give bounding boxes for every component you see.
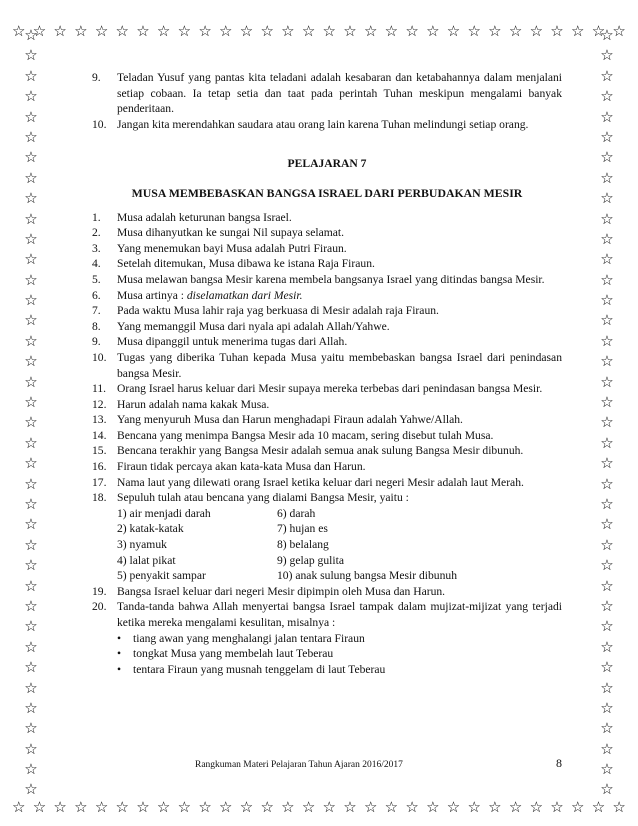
star-icon: ☆ [600, 372, 614, 391]
star-icon: ☆ [301, 798, 316, 816]
star-icon: ☆ [446, 798, 461, 816]
star-icon: ☆ [600, 331, 614, 350]
list-item [92, 428, 562, 444]
star-icon: ☆ [53, 22, 67, 40]
star-icon: ☆ [24, 250, 38, 269]
item-number: 9. [92, 71, 101, 84]
item-text: Musa melawan bangsa Mesir karena membela bangsanya Israel yang ditindas bangsa Mesir. [117, 272, 545, 286]
item-text: Teladan Yusuf yang pantas kita teladani adalah kesabaran dan ketabahannya dalam menjalani setiap cobaan. Ia tetap setia dan taat pada perintah Tuhan meskipun mengalami banyak penderitaan. [117, 71, 562, 116]
star-icon: ☆ [322, 22, 336, 40]
star-icon: ☆ [600, 494, 614, 513]
star-icon: ☆ [508, 798, 523, 816]
star-icon: ☆ [600, 66, 614, 85]
item-text: Bangsa Israel keluar dari negeri Mesir dipimpin oleh Musa dan Harun. [117, 584, 446, 598]
star-icon: ☆ [600, 454, 614, 473]
star-icon: ☆ [24, 494, 38, 513]
list-item [92, 490, 562, 506]
border-top [0, 24, 638, 42]
star-icon: ☆ [343, 798, 357, 816]
star-icon: ☆ [343, 22, 357, 40]
star-icon: ☆ [24, 26, 38, 44]
star-icon: ☆ [363, 22, 378, 40]
star-icon: ☆ [24, 433, 38, 452]
list-item [92, 412, 562, 428]
item-number: 16. [92, 460, 107, 474]
star-icon: ☆ [600, 637, 614, 656]
star-icon: ☆ [24, 209, 38, 228]
star-icon: ☆ [600, 698, 614, 717]
star-icon: ☆ [600, 352, 614, 371]
list-item [92, 459, 562, 475]
star-icon: ☆ [446, 22, 461, 40]
lesson-list [92, 210, 562, 506]
plague-item: 2) katak-katak [117, 522, 184, 536]
plague-item: 7) hujan es [277, 522, 328, 536]
star-icon: ☆ [488, 798, 502, 816]
plague-list [117, 506, 562, 584]
star-icon: ☆ [24, 658, 38, 677]
miracle-list [117, 631, 562, 678]
item-number: 19. [92, 584, 107, 598]
star-icon: ☆ [136, 798, 150, 816]
star-icon: ☆ [24, 372, 38, 391]
item-text: Bencana terakhir yang Bangsa Mesir adalah semua anak sulung Bangsa Mesir dibunuh. [117, 444, 524, 458]
star-icon: ☆ [24, 107, 38, 126]
item-text: Setelah ditemukan, Musa dibawa ke istana Raja Firaun. [117, 257, 375, 271]
star-icon: ☆ [467, 22, 481, 40]
star-icon: ☆ [24, 739, 38, 758]
star-icon: ☆ [260, 22, 274, 40]
star-icon: ☆ [600, 576, 614, 595]
star-icon: ☆ [600, 250, 614, 269]
star-icon: ☆ [219, 22, 233, 40]
item-text: Musa dihanyutkan ke sungai Nil supaya selamat. [117, 226, 344, 240]
star-icon: ☆ [600, 515, 614, 534]
star-icon: ☆ [600, 556, 614, 575]
item-text: Tanda-tanda bahwa Allah menyertai bangsa Israel tampak dalam mujizat-mijizat yang terjadi ketika mereka mengalami kesulitan, misalnya : [117, 600, 562, 629]
item-number: 2. [92, 226, 101, 240]
border-bottom [0, 800, 638, 818]
item-number: 18. [92, 491, 107, 505]
star-icon: ☆ [600, 107, 614, 126]
star-icon: ☆ [591, 22, 606, 40]
plague-row [117, 537, 562, 553]
plague-row [117, 506, 562, 522]
item-number: 3. [92, 241, 101, 255]
star-icon: ☆ [600, 658, 614, 677]
item-text-italic: diselamatkan dari Mesir. [186, 288, 303, 302]
star-icon: ☆ [24, 270, 38, 289]
star-icon: ☆ [600, 26, 614, 44]
star-icon: ☆ [322, 798, 336, 816]
footer-text: Rangkuman Materi Pelajaran Tahun Ajaran 2016/2017 [195, 760, 403, 770]
star-icon: ☆ [600, 291, 614, 310]
star-icon: ☆ [74, 22, 88, 40]
list-item [92, 288, 562, 304]
star-icon: ☆ [24, 291, 38, 310]
star-icon: ☆ [600, 46, 614, 65]
item-number: 17. [92, 475, 107, 489]
bullet-icon: • [117, 647, 122, 661]
star-icon: ☆ [24, 719, 38, 738]
star-icon: ☆ [488, 22, 502, 40]
star-icon: ☆ [24, 780, 38, 799]
list-item [92, 70, 562, 117]
list-item [92, 256, 562, 272]
page-number: 8 [556, 756, 562, 770]
star-icon: ☆ [600, 148, 614, 167]
star-icon: ☆ [12, 798, 26, 816]
star-icon: ☆ [426, 22, 440, 40]
star-icon: ☆ [24, 678, 38, 697]
list-item [92, 350, 562, 381]
star-icon: ☆ [115, 22, 129, 40]
star-icon: ☆ [24, 331, 38, 350]
item-text: Orang Israel harus keluar dari Mesir supaya mereka terbebas dari penindasan bangsa Mesir. [117, 382, 543, 396]
star-icon: ☆ [239, 798, 254, 816]
star-icon: ☆ [24, 352, 38, 371]
item-number: 1. [92, 210, 101, 224]
star-icon: ☆ [600, 780, 614, 799]
star-icon: ☆ [24, 454, 38, 473]
star-icon: ☆ [600, 189, 614, 208]
item-text: Firaun tidak percaya akan kata-kata Musa dan Harun. [117, 460, 366, 474]
star-icon: ☆ [24, 576, 38, 595]
star-icon: ☆ [600, 311, 614, 330]
top-list [92, 70, 562, 132]
star-icon: ☆ [301, 22, 316, 40]
star-icon: ☆ [600, 678, 614, 697]
star-icon: ☆ [24, 413, 38, 432]
item-number: 15. [92, 444, 107, 458]
plague-item: 1) air menjadi darah [117, 506, 211, 520]
star-icon: ☆ [600, 535, 614, 554]
star-icon: ☆ [24, 556, 38, 575]
star-icon: ☆ [177, 798, 192, 816]
star-icon: ☆ [115, 798, 129, 816]
plague-item: 5) penyakit sampar [117, 569, 206, 583]
star-icon: ☆ [529, 798, 544, 816]
star-icon: ☆ [156, 798, 171, 816]
plague-item: 6) darah [277, 506, 316, 520]
star-icon: ☆ [600, 413, 614, 432]
border-left [22, 28, 40, 798]
star-icon: ☆ [600, 474, 614, 493]
plague-row [117, 553, 562, 569]
bullet-text: tentara Firaun yang musnah tenggelam di laut Teberau [133, 662, 386, 676]
item-text: Yang menyuruh Musa dan Harun menghadapi Firaun adalah Yahwe/Allah. [117, 413, 463, 427]
item-text: Yang memanggil Musa dari nyala api adalah Allah/Yahwe. [117, 319, 390, 333]
star-icon: ☆ [24, 127, 38, 146]
item-text: Tugas yang diberika Tuhan kepada Musa yaitu membebaskan bangsa Israel dari penindasan bangsa Mesir. [117, 350, 562, 380]
plague-item: 3) nyamuk [117, 538, 167, 552]
list-item [92, 319, 562, 335]
item-text: Sepuluh tulah atau bencana yang dialami Bangsa Mesir, yaitu : [117, 491, 409, 505]
lesson-list-continued [92, 584, 562, 631]
star-icon: ☆ [570, 22, 585, 40]
star-icon: ☆ [384, 22, 399, 40]
star-icon: ☆ [529, 22, 544, 40]
list-item [92, 241, 562, 257]
item-number: 5. [92, 272, 101, 286]
star-icon: ☆ [24, 168, 38, 187]
star-icon: ☆ [198, 798, 212, 816]
star-icon: ☆ [600, 127, 614, 146]
item-number: 7. [92, 304, 101, 318]
star-icon: ☆ [612, 798, 626, 816]
star-icon: ☆ [198, 22, 212, 40]
star-icon: ☆ [24, 148, 38, 167]
star-icon: ☆ [281, 798, 295, 816]
plague-item: 9) gelap gulita [277, 553, 344, 567]
star-icon: ☆ [600, 87, 614, 106]
star-icon: ☆ [405, 22, 419, 40]
border-right [598, 28, 616, 798]
item-text: Musa dipanggil untuk menerima tugas dari Allah. [117, 335, 348, 349]
star-icon: ☆ [177, 22, 192, 40]
list-item [92, 303, 562, 319]
page-content [92, 70, 562, 677]
star-icon: ☆ [600, 168, 614, 187]
item-number: 11. [92, 382, 107, 396]
star-icon: ☆ [24, 617, 38, 636]
star-icon: ☆ [600, 719, 614, 738]
star-icon: ☆ [136, 22, 150, 40]
star-icon: ☆ [239, 22, 254, 40]
list-item [92, 443, 562, 459]
star-icon: ☆ [467, 798, 481, 816]
star-icon: ☆ [363, 798, 378, 816]
list-item [92, 272, 562, 288]
list-item [92, 225, 562, 241]
item-number: 4. [92, 257, 101, 271]
plague-item: 8) belalang [277, 538, 329, 552]
item-number: 20. [92, 600, 107, 614]
star-icon: ☆ [24, 515, 38, 534]
star-icon: ☆ [24, 535, 38, 554]
star-icon: ☆ [24, 596, 38, 615]
star-icon: ☆ [384, 798, 399, 816]
star-icon: ☆ [74, 798, 88, 816]
star-icon: ☆ [600, 393, 614, 412]
star-icon: ☆ [600, 596, 614, 615]
star-icon: ☆ [24, 760, 38, 779]
item-number: 10. [92, 117, 107, 131]
bullet-item [117, 631, 562, 647]
star-icon: ☆ [600, 433, 614, 452]
star-icon: ☆ [24, 66, 38, 85]
item-text: Pada waktu Musa lahir raja yag berkuasa di Mesir adalah raja Firaun. [117, 304, 439, 318]
bullet-icon: • [117, 631, 122, 645]
star-icon: ☆ [12, 22, 26, 40]
item-text: Bencana yang menimpa Bangsa Mesir ada 10 macam, sering disebut tulah Musa. [117, 428, 494, 442]
item-text-plain: Musa artinya : [117, 288, 187, 302]
star-icon: ☆ [24, 229, 38, 248]
star-icon: ☆ [24, 311, 38, 330]
star-icon: ☆ [600, 739, 614, 758]
star-icon: ☆ [426, 798, 440, 816]
star-icon: ☆ [550, 22, 564, 40]
item-text: Yang menemukan bayi Musa adalah Putri Firaun. [117, 241, 347, 255]
star-icon: ☆ [32, 798, 47, 816]
star-icon: ☆ [24, 698, 38, 717]
item-text: Harun adalah nama kakak Musa. [117, 397, 270, 411]
item-number: 10. [92, 350, 107, 364]
star-icon: ☆ [600, 229, 614, 248]
star-icon: ☆ [24, 189, 38, 208]
star-icon: ☆ [600, 760, 614, 779]
bullet-item [117, 662, 562, 678]
list-item [92, 117, 562, 133]
plague-item: 10) anak sulung bangsa Mesir dibunuh [277, 569, 457, 583]
star-icon: ☆ [53, 798, 67, 816]
list-item [92, 397, 562, 413]
item-number: 14. [92, 428, 107, 442]
item-text: Musa adalah keturunan bangsa Israel. [117, 210, 292, 224]
item-text [117, 288, 562, 304]
item-text: Jangan kita merendahkan saudara atau orang lain karena Tuhan melindungi setiap orang. [117, 117, 529, 131]
star-icon: ☆ [260, 798, 274, 816]
star-icon: ☆ [32, 22, 47, 40]
item-number: 6. [92, 288, 101, 302]
list-item [92, 475, 562, 491]
list-item [92, 584, 562, 600]
star-icon: ☆ [156, 22, 171, 40]
bullet-item [117, 646, 562, 662]
star-icon: ☆ [570, 798, 585, 816]
lesson-subtitle: MUSA MEMBEBASKAN BANGSA ISRAEL DARI PERBUDAKAN MESIR [131, 185, 523, 200]
star-icon: ☆ [508, 22, 523, 40]
list-item [92, 599, 562, 630]
plague-row [117, 521, 562, 537]
star-icon: ☆ [24, 474, 38, 493]
bullet-text: tiang awan yang menghalangi jalan tentara Firaun [133, 631, 365, 645]
star-icon: ☆ [24, 46, 38, 65]
item-text: Nama laut yang dilewati orang Israel ketika keluar dari negeri Mesir adalah laut Merah. [117, 475, 524, 489]
item-number: 8. [92, 319, 101, 333]
star-icon: ☆ [600, 617, 614, 636]
item-number: 12. [92, 397, 107, 411]
list-item [92, 381, 562, 397]
star-icon: ☆ [219, 798, 233, 816]
star-icon: ☆ [24, 393, 38, 412]
plague-row [117, 568, 562, 584]
star-icon: ☆ [405, 798, 419, 816]
star-icon: ☆ [591, 798, 606, 816]
list-item [92, 210, 562, 226]
star-icon: ☆ [550, 798, 564, 816]
bullet-text: tongkat Musa yang membelah laut Teberau [133, 647, 334, 661]
list-item [92, 334, 562, 350]
plague-item: 4) lalat pikat [117, 553, 176, 567]
star-icon: ☆ [94, 798, 109, 816]
star-icon: ☆ [612, 22, 626, 40]
star-icon: ☆ [600, 270, 614, 289]
item-number: 9. [92, 335, 101, 349]
star-icon: ☆ [94, 22, 109, 40]
star-icon: ☆ [24, 637, 38, 656]
lesson-title: PELAJARAN 7 [287, 157, 367, 171]
bullet-icon: • [117, 662, 122, 676]
item-number: 13. [92, 413, 107, 427]
star-icon: ☆ [24, 87, 38, 106]
star-icon: ☆ [281, 22, 295, 40]
star-icon: ☆ [600, 209, 614, 228]
